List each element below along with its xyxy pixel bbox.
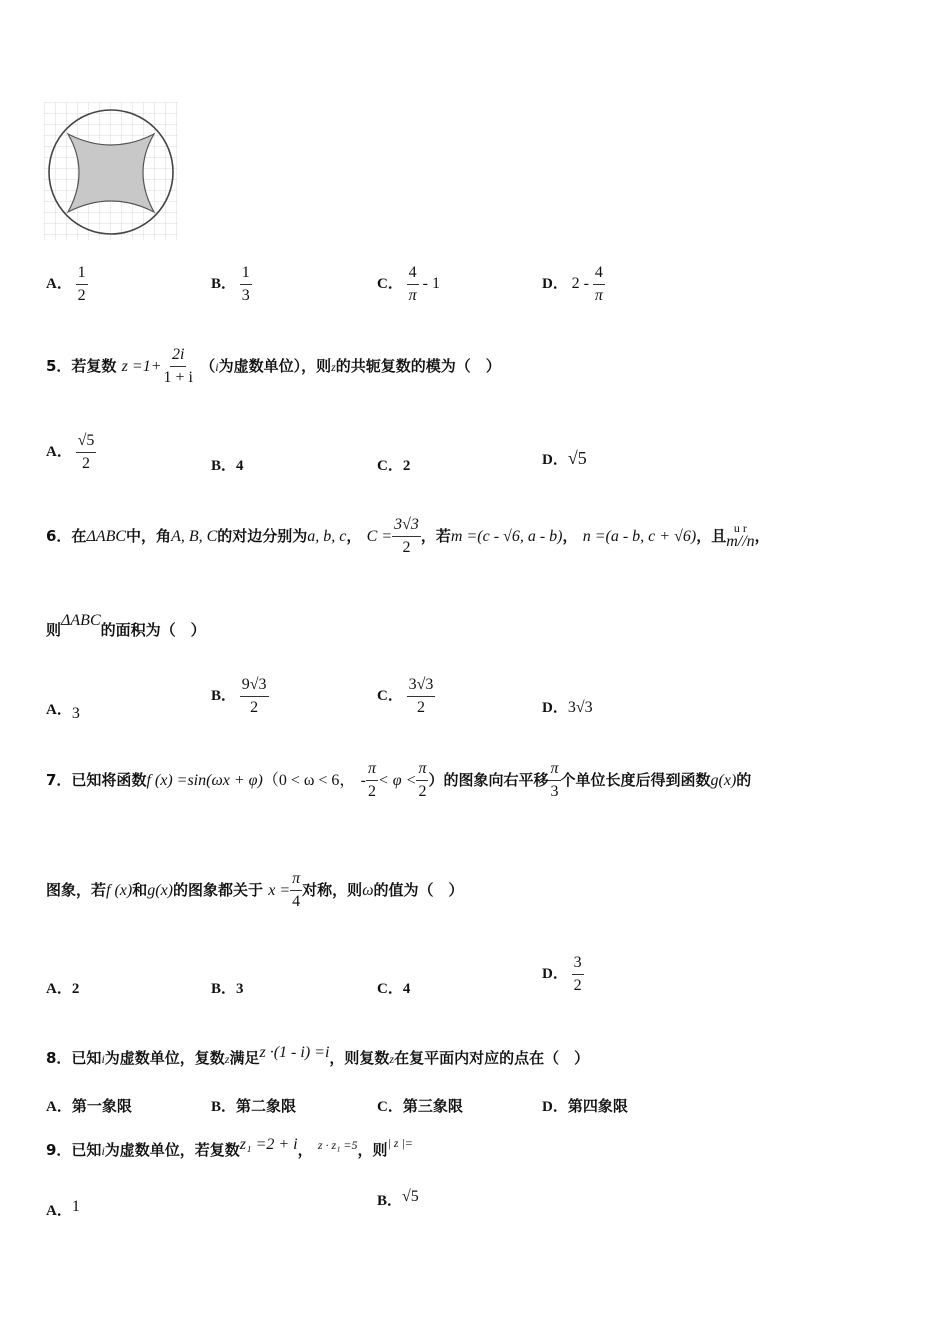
q9-option-b[interactable]: B．√5 bbox=[377, 1188, 419, 1209]
fraction: $\frac{\pi}{2}$ bbox=[367, 760, 376, 800]
fraction: $\frac{\pi}{3}$ bbox=[550, 760, 559, 800]
q6-option-b[interactable]: B． $\frac{9√3}{2}$ bbox=[211, 674, 269, 719]
q9-option-a[interactable]: A．1 bbox=[46, 1198, 80, 1219]
q9-stem: 9．已知i为虚数单位，若复数z₁ =2 + i， $^{z \cdot z_1 =5}$，则$^{| z |=}$ bbox=[46, 1136, 413, 1159]
q5-option-a[interactable]: A． $\frac{√5}{2}$ bbox=[46, 430, 96, 475]
fraction: $\frac{4}{\pi}$ bbox=[408, 264, 417, 304]
q7-option-b[interactable]: B．3 bbox=[211, 981, 244, 997]
q5-option-b[interactable]: B．4 bbox=[211, 458, 244, 474]
q6-stem-line2: 则ΔABC的面积为（ ） bbox=[46, 612, 206, 639]
vector-parallel: u r m//n bbox=[726, 520, 755, 550]
q8-option-c[interactable]: C．第三象限 bbox=[377, 1099, 463, 1115]
q4-option-d[interactable]: D． 2 - $\frac{4}{\pi}$ bbox=[542, 262, 605, 307]
q8-option-a[interactable]: A．第一象限 bbox=[46, 1099, 132, 1115]
fraction: $\frac{1}{3}$ bbox=[241, 264, 250, 304]
fraction: $\frac{\pi}{2}$ bbox=[418, 760, 427, 800]
q7-option-d[interactable]: D． $\frac{3}{2}$ bbox=[542, 952, 584, 997]
q5-stem: 5．若复数 z =1+ $\frac{2i}{1 + i}$ （i为虚数单位），则z的共轭复数的模为（ ） bbox=[46, 344, 501, 389]
q5-option-c[interactable]: C．2 bbox=[377, 458, 411, 474]
q7-option-c[interactable]: C．4 bbox=[377, 981, 411, 997]
fraction: $\frac{1}{2}$ bbox=[77, 264, 86, 304]
fraction: $\frac{3√3}{2}$ bbox=[394, 516, 419, 556]
q6-option-c[interactable]: C． $\frac{3√3}{2}$ bbox=[377, 674, 435, 719]
q8-option-b[interactable]: B．第二象限 bbox=[211, 1099, 297, 1115]
q5-option-d[interactable]: D．√5 bbox=[542, 448, 587, 468]
q4-option-b[interactable]: B． $\frac{1}{3}$ bbox=[211, 262, 252, 307]
q8-stem: 8．已知i为虚数单位，复数z满足z ·(1 - i) =i，则复数z在复平面内对应的点在（ ） bbox=[46, 1044, 590, 1067]
q7-stem-line2: 图象，若f (x)和g(x)的图象都关于 x = $\frac{\pi}{4}$ 对称，则ω的值为（ ） bbox=[46, 868, 464, 913]
fraction: $\frac{2i}{1 + i}$ bbox=[163, 346, 193, 386]
q6-option-a[interactable]: A．3 bbox=[46, 702, 80, 722]
q6-stem-line1: 6．在ΔABC中，角A, B, C的对边分别为a, b, c， C = $\frac{3√3}{2}$ ，若m =(c - √6, a - b)， n =(a - b, c + √6)，且 u r m//n ， bbox=[46, 514, 770, 559]
fraction: $\frac{4}{\pi}$ bbox=[594, 264, 603, 304]
figure-shaded-region bbox=[68, 134, 154, 212]
fraction: $\frac{3}{2}$ bbox=[573, 954, 582, 994]
q7-stem-line1: 7．已知将函数f (x) =sin(ωx + φ)（0 < ω < 6， - $\frac{\pi}{2}$ < φ < $\frac{\pi}{2}$ ）的图象向右平移 $\frac{\pi}{3}$ 个单位长度后得到函数g(x)的 bbox=[46, 758, 751, 803]
q4-option-c[interactable]: C． $\frac{4}{\pi}$ - 1 bbox=[377, 262, 440, 307]
fraction: $\frac{9√3}{2}$ bbox=[241, 676, 267, 716]
fraction: $\frac{\pi}{4}$ bbox=[292, 870, 301, 910]
q4-figure bbox=[44, 102, 180, 242]
q6-option-d[interactable]: D．3√3 bbox=[542, 699, 593, 716]
q7-option-a[interactable]: A．2 bbox=[46, 981, 80, 997]
q4-option-a[interactable]: A． $\frac{1}{2}$ bbox=[46, 262, 88, 307]
fraction: $\frac{√5}{2}$ bbox=[77, 432, 95, 472]
q8-option-d[interactable]: D．第四象限 bbox=[542, 1099, 628, 1115]
fraction: $\frac{3√3}{2}$ bbox=[408, 676, 434, 716]
